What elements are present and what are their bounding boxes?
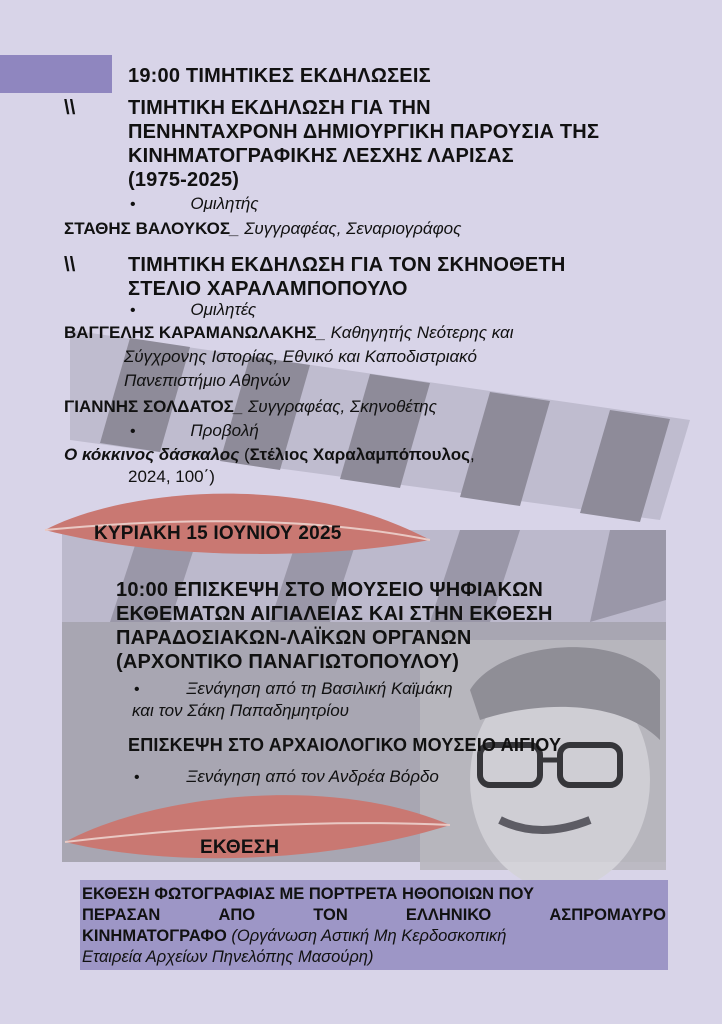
event1-title-line: ΚΙΝΗΜΑΤΟΓΡΑΦΙΚΗΣ ΛΕΣΧΗΣ ΛΑΡΙΣΑΣ (128, 145, 514, 167)
accent-bar (0, 55, 112, 93)
speaker1-name: ΒΑΓΓΕΛΗΣ ΚΑΡΑΜΑΝΩΛΑΚΗΣ (64, 323, 317, 342)
exhibition-line3-bold: ΚΙΝΗΜΑΤΟΓΡΑΦΟ (82, 927, 227, 945)
exhibition-line3 (82, 926, 666, 947)
exhibition-word: ΠΕΡΑΣΑΝ (82, 906, 161, 924)
film-title: Ο κόκκινος δάσκαλος (64, 445, 240, 464)
exhibition-word: ΑΠΟ (218, 906, 256, 924)
film-details-comma: , (470, 445, 475, 464)
speaker1-role-line: Σύγχρονης Ιστορίας, Εθνικό και Καποδιστριακό (124, 347, 477, 366)
event2-title-line: ΣΤΕΛΙΟ ΧΑΡΑΛΑΜΠΟΠΟΥΛΟ (128, 278, 408, 300)
event1-title-line: ΤΙΜΗΤΙΚΗ ΕΚΔΗΛΩΣΗ ΓΙΑ ΤΗΝ (128, 97, 431, 119)
visit2-title: ΕΠΙΣΚΕΨΗ ΣΤΟ ΑΡΧΑΙΟΛΟΓΙΚΟ ΜΟΥΣΕΙΟ ΑΙΓΙΟΥ (128, 735, 562, 755)
bullet-symbol: • (130, 423, 136, 440)
event2-bullet-screening (130, 420, 259, 442)
event1-title-line: ΠΕΝΗΝΤΑΧΡΟΝΗ ΔΗΜΙΟΥΡΓΙΚΗ ΠΑΡΟΥΣΙΑ ΤΗΣ (128, 121, 600, 143)
exhibition-word: ΕΛΛΗΝΙΚΟ (405, 906, 492, 924)
event2-speaker1 (64, 322, 684, 343)
film-director: Στέλιος Χαραλαμπόπουλος (249, 445, 471, 464)
event2-bullet-speakers (130, 299, 256, 321)
exhibition-line1: ΕΚΘΕΣΗ ΦΩΤΟΓΡΑΦΙΑΣ ΜΕ ΠΟΡΤΡΕΤΑ ΗΘΟΠΟΙΩΝ ΠΟΥ (82, 885, 534, 903)
bullet-symbol: • (130, 302, 136, 319)
film-paren-open: ( (239, 445, 250, 464)
exhibition-word: ΑΣΠΡΟΜΑΥΡΟ (549, 906, 666, 924)
exhibition-text (82, 884, 666, 968)
event2-speakers-label: Ομιλητές (190, 300, 257, 319)
exhibition-heading: ΕΚΘΕΣΗ (200, 837, 280, 858)
visit1-title-line: ΠΑΡΑΔΟΣΙΑΚΩΝ-ΛΑΪΚΩΝ ΟΡΓΑΝΩΝ (116, 627, 472, 649)
visit1-guide-line: Ξενάγηση από τη Βασιλική Καϊμάκη (186, 679, 453, 698)
event1-speaker-role: _ Συγγραφέας, Σεναριογράφος (230, 219, 462, 238)
visit1-title-line: (ΑΡΧΟΝΤΙΚΟ ΠΑΝΑΓΙΩΤΟΠΟΥΛΟΥ) (116, 651, 460, 673)
visit1-bullet (134, 678, 453, 700)
screening-label: Προβολή (190, 421, 259, 440)
event2-title (128, 253, 708, 301)
sunday-date-heading: ΚΥΡΙΑΚΗ 15 ΙΟΥΝΙΟΥ 2025 (94, 523, 342, 544)
exhibition-word: ΤΟΝ (313, 906, 348, 924)
speaker1-role-line: Πανεπιστήμιο Αθηνών (124, 371, 291, 390)
bullet-symbol: • (134, 769, 140, 786)
exhibition-line2 (82, 905, 666, 926)
evening-time-title: 19:00 ΤΙΜΗΤΙΚΕΣ ΕΚΔΗΛΩΣΕΙΣ (128, 65, 431, 87)
visit1-guide-line: και τον Σάκη Παπαδημητρίου (132, 701, 349, 720)
speaker2-name: ΓΙΑΝΝΗΣ ΣΟΛΔΑΤΟΣ (64, 397, 234, 416)
exhibition-line4: Εταιρεία Αρχείων Πηνελόπης Μασούρη) (82, 948, 374, 966)
speaker1-role-line: _ Καθηγητής Νεότερης και (316, 323, 514, 342)
event2-marker: \\ (64, 254, 76, 276)
director-portrait (420, 640, 666, 890)
exhibition-line3-italic: (Οργάνωση Αστική Μη Κερδοσκοπική (226, 927, 507, 945)
event2-speaker2 (64, 396, 437, 417)
film-details: 2024, 100΄) (128, 467, 215, 486)
visit1-title-line: 10:00 ΕΠΙΣΚΕΨΗ ΣΤΟ ΜΟΥΣΕΙΟ ΨΗΦΙΑΚΩΝ (116, 579, 543, 601)
speaker2-role: _ Συγγραφέας, Σκηνοθέτης (233, 397, 437, 416)
event1-title (128, 96, 708, 192)
event2-title-line: ΤΙΜΗΤΙΚΗ ΕΚΔΗΛΩΣΗ ΓΙΑ ΤΟΝ ΣΚΗΝΟΘΕΤΗ (128, 254, 566, 276)
bullet-symbol: • (134, 681, 140, 698)
event1-speaker-name: ΣΤΑΘΗΣ ΒΑΛΟΥΚΟΣ (64, 219, 231, 238)
visit2-bullet (134, 766, 439, 788)
visit1-title-line: ΕΚΘΕΜΑΤΩΝ ΑΙΓΙΑΛΕΙΑΣ ΚΑΙ ΣΤΗΝ ΕΚΘΕΣΗ (116, 603, 553, 625)
event1-title-line: (1975-2025) (128, 169, 240, 191)
event1-bullet (130, 193, 259, 215)
event1-speaker (64, 218, 461, 239)
visit2-guide: Ξενάγηση από τον Ανδρέα Βόρδο (186, 767, 439, 786)
event1-marker: \\ (64, 97, 76, 119)
film-line (64, 444, 475, 465)
event1-bullet-label: Ομιλητής (190, 194, 259, 213)
bullet-symbol: • (130, 196, 136, 213)
visit1-title (116, 578, 706, 674)
